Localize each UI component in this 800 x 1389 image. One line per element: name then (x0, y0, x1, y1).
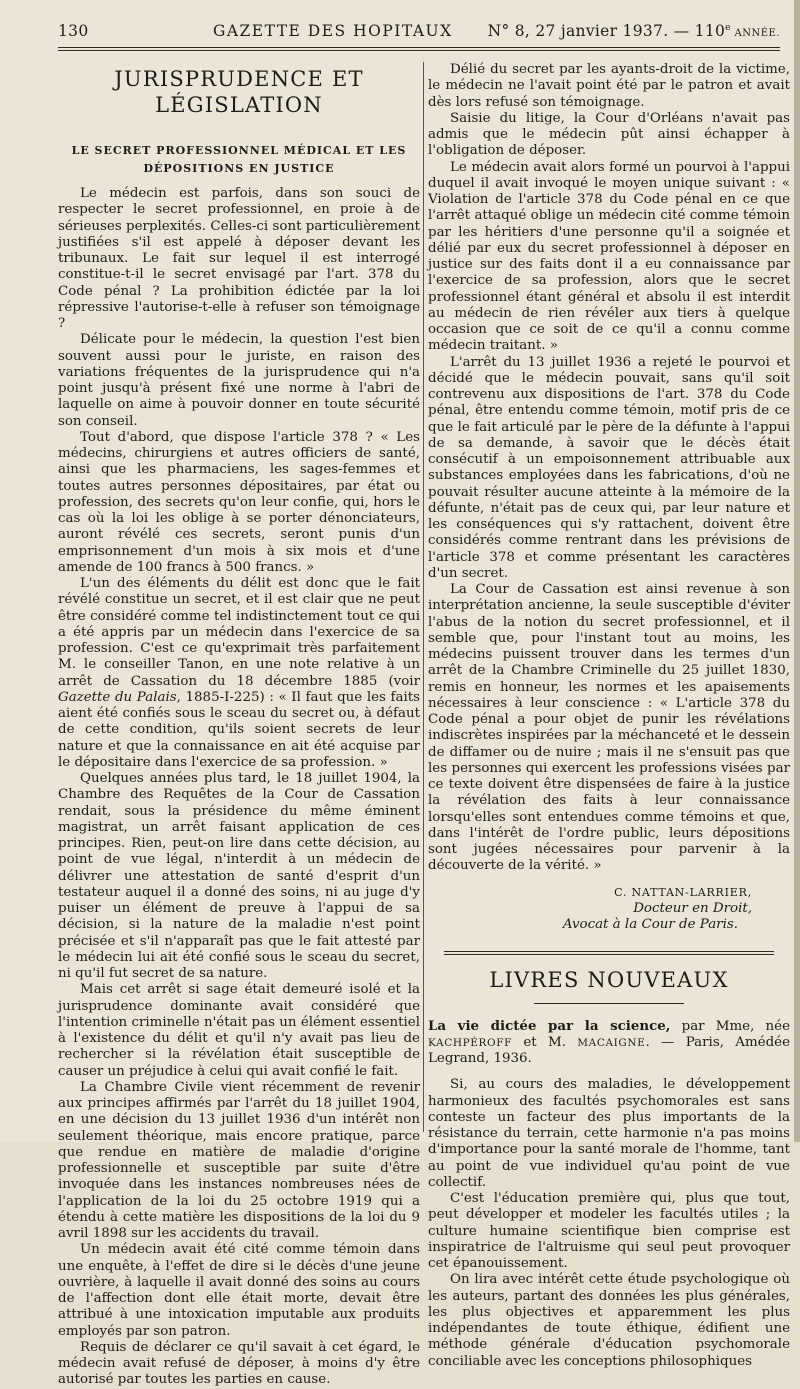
paragraph: Quelques années plus tard, le 18 juillet 1904, la Chambre des Requêtes de la Cour de Cassation rendait, sous la présidence du même éminent magistrat, un arrêt faisant application de ces principes. Rien, peut-on lire dans cette décision, au point de vue légal, n'interdit à un médecin de délivrer une attestation de santé d'esprit d'un testateur auquel il a donné des soins, ni au juge d'y puiser un élément de preuve à l'appui de sa décision, si la nature de la maladie n'est point précisée et s'il n'apparaît pas que le fait attesté par le médecin lui ait été confié sous le sceau du secret, ni qu'il fut secret de sa nature. (58, 771, 420, 981)
paragraph: C'est l'éducation première qui, plus que tout, peut développer et modeler les facultés utiles ; la culture humaine scientifique bien comprise est inspiratrice de l'altruisme qui seul peut provoquer cet épanouissement. (428, 1191, 790, 1271)
book-title: La vie dictée par la science, (428, 1017, 671, 1034)
paragraph: On lira avec intérêt cette étude psychologique où les auteurs, partant des données les plus générales, les plus objectives et apparemment les plus indépendantes de toute éthique, édifient une méthode générale d'éducation psychomorale conciliable avec les conceptions philosophiques (428, 1272, 790, 1369)
paragraph-text: L'un des éléments du délit est donc que le fait révélé constitue un secret, et il est clair que ne peut être considéré comme tel indistinctement tout ce qui a été appris par un médecin dans l'exercice de sa profession. C'est ce qu'exprimait très parfaitement M. le conseiller Tanon, en une note relative à un arrêt de Cassation du 18 décembre 1885 (voir (58, 576, 420, 689)
column-divider (423, 62, 424, 1132)
signature-affiliation: Avocat à la Cour de Paris. (562, 916, 738, 932)
header-rule (58, 47, 780, 51)
article-subhead: LE SECRET PROFESSIONNEL MÉDICAL ET LES DÉPOSITIONS EN JUSTICE (71, 144, 407, 175)
paragraph: Délié du secret par les ayants-droit de la victime, le médecin ne l'avait point été par le patron et avait dès lors refusé son témoignage. (428, 62, 790, 110)
title-rule (534, 1003, 684, 1004)
section-separator (444, 951, 774, 955)
paragraph: L'arrêt du 13 juillet 1936 a rejeté le pourvoi et décidé que le médecin pouvait, sans qu'il soit contrevenu aux dispositions de l'art. 378 du Code pénal, être entendu comme témoin, motif pris de ce que le fait articulé par le père de la défunte à l'appui de sa demande, à savoir que le décès était consécutif à un empoisonnement attribuable aux substances employées dans les fabrications, d'où ne pouvait résulter aucune atteinte à la mémoire de la défunte, n'était pas de ceux qui, par leur nature et les conséquences qui s'y rattachent, doivent être considérés comme rentrant dans les prévisions de l'article 378 et comme présentant les caractères d'un secret. (428, 354, 790, 581)
left-column (58, 62, 420, 1389)
book-author-2: MACAIGNE (577, 1036, 646, 1049)
issue-date: N° 8, 27 janvier 1937. — 110 (487, 22, 726, 40)
paragraph: Mais cet arrêt si sage était demeuré isolé et la jurisprudence dominante avait considéré que l'intention criminelle n'était pas un élément essentiel à l'existence du délit et qu'il n'y avait pas lieu de rechercher si la révélation était susceptible de causer un préjudice à celui qui avait confié le fait. (58, 982, 420, 1079)
book-author-1: KACHPÉROFF (428, 1036, 513, 1049)
paragraph: Un médecin avait été cité comme témoin dans une enquête, à l'effet de dire si le décès d'une jeune ouvrière, à laquelle il avait donné des soins au cours de l'affection dont elle était morte, devait être attribué à une intoxication imputable aux produits employés par son patron. (58, 1242, 420, 1339)
paragraph (58, 576, 420, 771)
paragraph: Le médecin est parfois, dans son souci de respecter le secret professionnel, en proie à de sérieuses perplexités. Celles-ci sont particulièrement justifiées s'il est appelé à déposer devant les tribunaux. Le fait sur lequel il est interrogé constitue-t-il le secret envisagé par l'art. 378 du Code pénal ? La prohibition édictée par la loi répressive l'autorise-t-elle à refuser son témoignage ? (58, 186, 420, 331)
signature-name: C. NATTAN-LARRIER, (614, 885, 752, 899)
book-author-mid: et M. (512, 1034, 578, 1050)
paragraph: Si, au cours des maladies, le développement harmonieux des facultés psychomorales est sans conteste un facteur des plus importants de la résistance du terrain, cette harmonie n'a pas moins d'importance pour la santé morale de l'homme, tant au point de vue individuel qu'au point de vue collectif. (428, 1077, 790, 1190)
paragraph-text: , 1885-I-225) : « Il faut que les faits aient été confiés sous le sceau du secret ou, à défaut de cette condition, qu'ils soient secrets de leur nature et que la connaissance en ait été acquise par le dépositaire dans l'exercice de sa profession. » (58, 689, 421, 770)
paragraph: La Chambre Civile vient récemment de revenir aux principes affirmés par l'arrêt du 18 juillet 1904, en une décision du 13 juillet 1936 d'un intérêt non seulement théorique, mais encore pratique, parce que rendue en matière de maladie d'origine professionnelle et susceptible par suite d'être invoquée dans les instances nombreuses nées de l'application de la loi du 25 octobre 1919 qui a étendu à cette matière les dispositions de la loi du 9 avril 1898 sur les accidents du travail. (58, 1079, 420, 1241)
signature-title: Docteur en Droit, (633, 900, 752, 916)
paragraph: Délicate pour le médecin, la question l'est bien souvent aussi pour le juriste, en raison des variations fréquentes de la jurisprudence qui n'a point jusqu'à présent fixé une norme à l'abri de laquelle on aime à pouvoir donner en toute sécurité son conseil. (58, 332, 420, 429)
section-title-jurisprudence: JURISPRUDENCE ET LÉGISLATION (114, 67, 364, 117)
paragraph: La Cour de Cassation est ainsi revenue à son interprétation ancienne, la seule susceptible d'éviter l'abus de la notion du secret professionnel, et il semble que, pour l'instant tout au moins, les médecins puissent trouver dans les termes d'un arrêt de la Chambre Criminelle du 25 juillet 1830, remis en honneur, les normes et les apaisements nécessaires à leur conscience : « L'article 378 du Code pénal a pour objet de punir les révélations indiscrètes inspirées par la méchanceté et le dessein de diffamer ou de nuire ; mais il ne s'ensuit pas que les personnes qui exercent les professions visées par ce texte doivent être dispensées de faire à la justice la révélation des faits à leur connaissance lorsqu'elles sont entendues comme témoins et que, dans l'intérêt de l'ordre public, leurs dépositions sont jugées nécessaires pour parvenir à la découverte de la vérité. » (428, 582, 790, 874)
section-title-livres: LIVRES NOUVEAUX (489, 967, 729, 992)
issue-annee: ANNÉE. (730, 28, 780, 39)
author-signature (428, 885, 790, 933)
issue-info (488, 22, 780, 40)
paragraph: Le médecin avait alors formé un pourvoi à l'appui duquel il avait invoqué le moyen unique suivant : « Violation de l'article 378 du Code pénal en ce que l'arrêt attaqué oblige un médecin cité comme témoin par les héritiers d'une personne qu'il a soignée et délié par eux du secret professionnel à déposer en justice sur des faits dont il a eu connaissance par l'exercice de sa profession, alors que le secret professionnel étant général et absolu il est interdit au médecin de rien révéler aux tiers à quelque occasion que ce soit de ce qu'il a connu comme médecin traitant. » (428, 159, 790, 354)
paragraph: Saisie du litige, la Cour d'Orléans n'avait pas admis que le médecin pût ainsi échapper à l'obligation de déposer. (428, 110, 790, 159)
right-column (428, 62, 790, 1370)
book-publisher: . — Paris, Amédée Legrand, 1936. (428, 1034, 790, 1066)
book-authors-pre: par Mme, née (670, 1018, 791, 1034)
page-number: 130 (58, 22, 89, 40)
book-reference (428, 1018, 790, 1068)
paragraph: Tout d'abord, que dispose l'article 378 ? « Les médecins, chirurgiens et autres officiers de santé, ainsi que les pharmaciens, les sages-femmes et toutes autres personnes dépositaires, par état ou profession, des secrets qu'on leur confie, qui, hors le cas où la loi les oblige à se porter dénonciateurs, auront révélé ces secrets, seront punis d'un emprisonnement d'un mois à six mois et d'une amende de 100 francs à 500 francs. » (58, 429, 420, 575)
journal-title: GAZETTE DES HOPITAUX (212, 22, 453, 40)
citation-italic: Gazette du Palais (58, 689, 177, 705)
paragraph: Requis de déclarer ce qu'il savait à cet égard, le médecin avait refusé de déposer, à moins d'y être autorisé par toutes les parties en cause. (58, 1339, 420, 1388)
issue-suffix: e (725, 22, 731, 33)
page-header (58, 22, 780, 44)
